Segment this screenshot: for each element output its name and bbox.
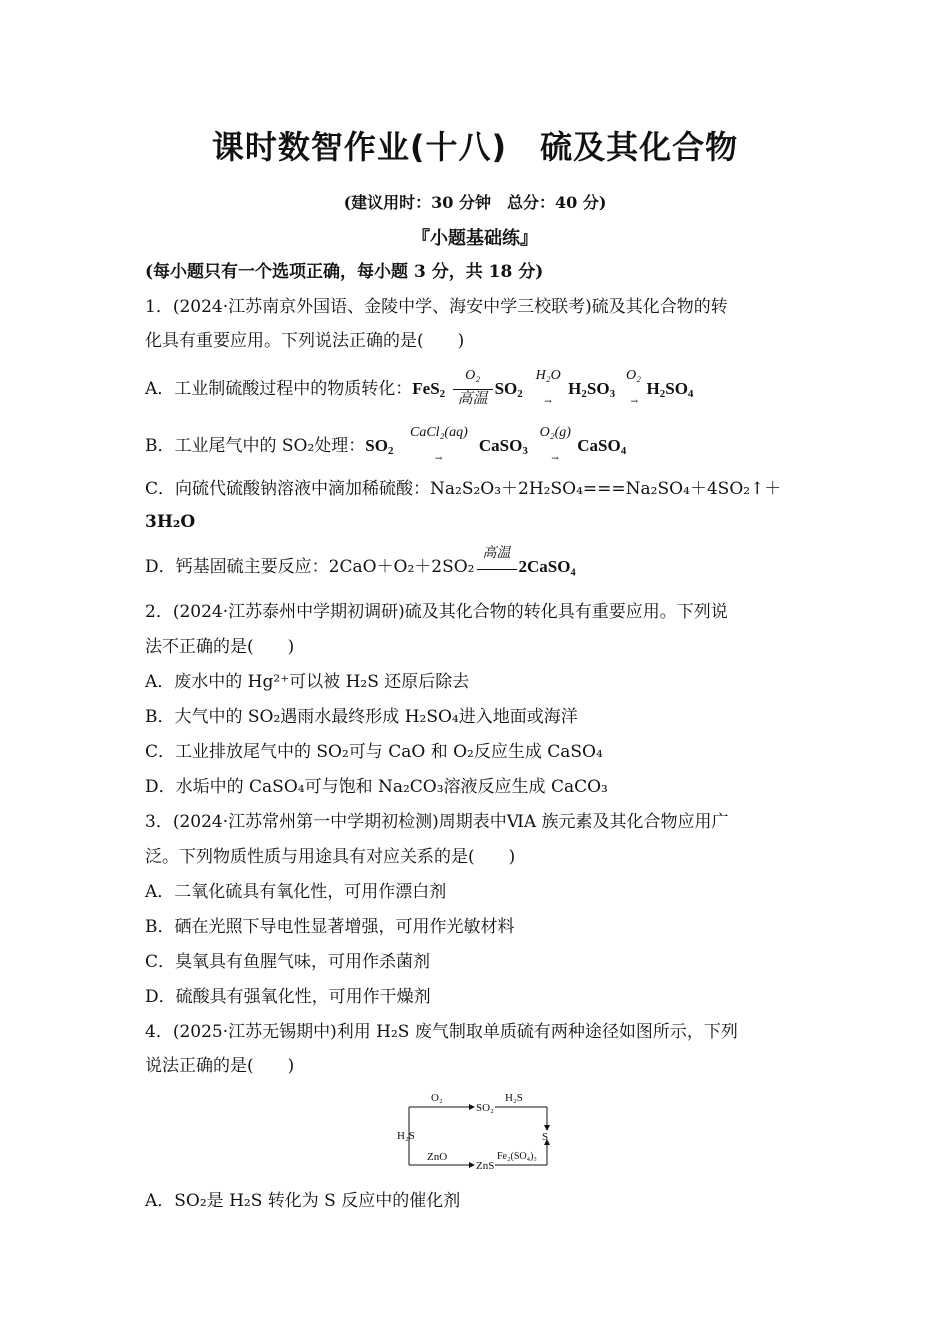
- q1-a-arrow2: H₂O →: [530, 379, 566, 401]
- diagram-top-arrowhead: [469, 1104, 475, 1110]
- diagram-bottom-right-reagent: Fe₂(SO₄)₃: [497, 1151, 537, 1162]
- q2-option-c: C．工业排放尾气中的 SO₂可与 CaO 和 O₂反应生成 CaSO₄: [145, 742, 603, 762]
- q1-b-arrow2-top: O₂(g): [539, 424, 571, 440]
- instructions: (每小题只有一个选项正确，每小题 3 分，共 18 分): [145, 262, 544, 282]
- q3-stem-line1: 3．(2024·江苏常州第一中学期初检测)周期表中ⅥA 族元素及其化合物应用广: [145, 812, 729, 832]
- q1-a-arrow1-top: O₂: [465, 367, 481, 383]
- diagram-top-right-reagent: H₂S: [505, 1092, 523, 1104]
- q1-d-arrow: [477, 545, 517, 579]
- diagram-bottom-arrowhead: [469, 1162, 475, 1168]
- q2-option-a: A．废水中的 Hg²⁺可以被 H₂S 还原后除去: [145, 672, 470, 692]
- q1-option-c-line1: C．向硫代硫酸钠溶液中滴加稀硫酸：Na₂S₂O₃＋2H₂SO₄===Na₂SO₄＋4SO₂↑＋: [145, 479, 782, 499]
- page-title: 课时数智作业(十八) 硫及其化合物: [211, 128, 739, 166]
- q1-d-prefix: D．钙基固硫主要反应：2CaO＋O₂＋2SO₂: [145, 557, 475, 577]
- q3-option-a: A．二氧化硫具有氧化性，可用作漂白剂: [145, 882, 447, 902]
- q2-stem-line1: 2．(2024·江苏泰州中学期初调研)硫及其化合物的转化具有重要应用。下列说: [145, 602, 728, 622]
- diagram-bottom-product: ZnS: [476, 1160, 495, 1172]
- q1-stem-line2: 化具有重要应用。下列说法正确的是( ): [145, 331, 465, 351]
- q1-b-arrow1-top: CaCl₂(aq): [410, 424, 468, 440]
- diagram-top-product: SO₂: [476, 1102, 494, 1114]
- q1-b-prefix: B．工业尾气中的 SO₂处理：: [145, 436, 366, 456]
- q3-option-d: D．硫酸具有强氧化性，可用作干燥剂: [145, 987, 431, 1007]
- q2-option-d: D．水垢中的 CaSO₄可与饱和 Na₂CO₃溶液反应生成 CaCO₃: [145, 777, 608, 797]
- q1-b-arrow2: O₂(g) →: [535, 436, 575, 458]
- q1-a-prefix: A．工业制硫酸过程中的物质转化：: [145, 379, 413, 399]
- q1-option-a: A．工业制硫酸过程中的物质转化：FeS$_2$ O₂ 高温 $SO_2$ H₂O → $H_2SO_3$ O₂ → $H_2SO_4$: [145, 378, 693, 405]
- q1-stem-line1: [145, 296, 728, 318]
- q1-a-arrow3: O₂ →: [623, 379, 645, 401]
- q3-option-c: C．臭氧具有鱼腥气味，可用作杀菌剂: [145, 952, 431, 972]
- section-heading: 『小题基础练』: [412, 228, 538, 249]
- q2-option-b: B．大气中的 SO₂遇雨水最终形成 H₂SO₄进入地面或海洋: [145, 707, 578, 727]
- diagram-top-reagent: O₂: [431, 1092, 443, 1104]
- q1-a-arrow1: [453, 367, 493, 407]
- q4-stem-line2: 说法正确的是( ): [145, 1056, 295, 1076]
- q3-option-b: B．硒在光照下导电性显著增强，可用作光敏材料: [145, 917, 515, 937]
- diagram-left-label: H₂S: [397, 1130, 415, 1142]
- q1-b-arrow1: CaCl₂(aq) →: [401, 436, 477, 458]
- q4-option-a: A．SO₂是 H₂S 转化为 S 反应中的催化剂: [145, 1191, 461, 1211]
- q4-stem-line1: 4．(2025·江苏无锡期中)利用 H₂S 废气制取单质硫有两种途径如图所示，下列: [145, 1022, 738, 1042]
- q1-a-arrow3-top: O₂: [626, 367, 641, 383]
- q1-stem-text1: 1．(2024·江苏南京外国语、金陵中学、海安中学三校联考)硫及其化合物的转: [145, 297, 728, 317]
- time-and-score-note: (建议用时：30 分钟 总分：40 分): [343, 193, 607, 212]
- q1-d-arrow-top: 高温: [482, 545, 511, 561]
- q1-a-arrow1-bottom: 高温: [457, 388, 488, 407]
- q1-option-d: [145, 545, 576, 579]
- sulfur-route-diagram: [395, 1087, 560, 1172]
- diagram-right-label: S: [542, 1131, 549, 1143]
- q1-d-suffix: 2CaSO₄: [518, 557, 576, 576]
- q3-stem-line2: 泛。下列物质性质与用途具有对应关系的是( ): [145, 847, 516, 867]
- q1-option-c-line2: 3H₂O: [145, 512, 196, 532]
- q1-option-b: B．工业尾气中的 SO₂处理：$SO_2$ CaCl₂(aq) → CaSO$_3$ O₂(g) → CaSO$_4$: [145, 435, 626, 462]
- q1-a-arrow2-top: H₂O: [535, 367, 561, 383]
- q2-stem-line2: 法不正确的是( ): [145, 637, 295, 657]
- diagram-bottom-reagent: ZnO: [427, 1151, 448, 1163]
